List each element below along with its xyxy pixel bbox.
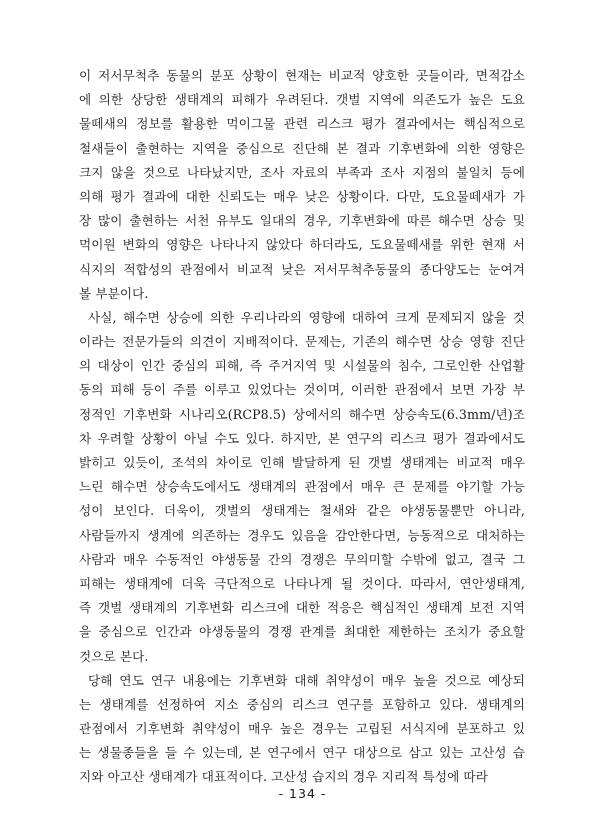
paragraph: [79, 306, 525, 669]
text-line: 것으로 본다.: [79, 648, 149, 664]
text-line: 는 생물종들을 들 수 있는데, 본 연구에서 연구 대상으로 삼고 있는 고산성 습: [79, 745, 525, 761]
text-line: 정적인 기후변화 시나리오(RCP8.5) 상에서의 해수면 상승속도(6.3mm/년)조: [79, 406, 525, 422]
text-line: 느린 해수면 상승속도에서도 생태계의 관점에서 매우 큰 문제를 야기할 가능: [79, 479, 525, 495]
text-line: 철새들이 출현하는 지역을 중심으로 진단해 본 결과 기후변화에 의한 영향은: [79, 140, 525, 156]
paragraph: [79, 64, 525, 306]
text-line: 이 저서무척추 동물의 분포 상황이 현재는 비교적 양호한 곳들이라, 면적감소: [79, 68, 525, 83]
text-line: 의 대상이 인간 중심의 피해, 즉 주거지역 및 시설물의 침수, 그로인한 산업활: [79, 358, 525, 374]
text-line: 식지의 적합성의 관점에서 비교적 낮은 저서무척추동물의 종다양도는 눈여겨: [79, 261, 525, 277]
text-line: 밝히고 있듯이, 조석의 차이로 인해 발달하게 된 갯벌 생태계는 비교적 매우: [79, 455, 525, 470]
text-line: 사실, 해수면 상승에 의한 우리나라의 영향에 대하여 크게 문제되지 않을 것: [88, 309, 525, 325]
text-line: 이라는 전문가들의 의견이 지배적이다. 문제는, 기존의 해수면 상승 영향 진단: [79, 334, 525, 350]
text-line: 먹이원 변화의 영향은 나타나지 않았다 하더라도, 도요물떼새를 위한 현재 서: [79, 237, 525, 253]
text-line: 의해 평가 결과에 대한 신뢰도는 매우 낮은 상황이다. 다만, 도요물떼새가 가: [79, 188, 525, 204]
page-number: - 134 -: [278, 786, 327, 801]
text-line: 볼 부분이다.: [79, 285, 149, 301]
text-line: 장 많이 출현하는 서천 유부도 일대의 경우, 기후변화에 따른 해수면 상승 및: [79, 213, 525, 229]
paragraph: [79, 669, 525, 790]
text-line: 동의 피해 등이 주를 이루고 있었다는 것이며, 이러한 관점에서 보면 가장 부: [79, 382, 525, 398]
text-line: 관점에서 기후변화 취약성이 매우 높은 경우는 고립된 서식지에 분포하고 있: [79, 721, 525, 737]
text-line: 피해는 생태계에 더욱 극단적으로 나타나게 될 것이다. 따라서, 연안생태계,: [79, 575, 525, 591]
text-line: 사람과 매우 수동적인 야생동물 간의 경쟁은 무의미할 수밖에 없고, 결국 그: [79, 551, 525, 567]
text-line: 즉 갯벌 생태계의 기후변화 리스크에 대한 적응은 핵심적인 생태계 보전 지역: [79, 600, 525, 616]
text-line: 당해 연도 연구 내용에는 기후변화 대해 취약성이 매우 높을 것으로 예상되: [88, 672, 525, 688]
text-line: 물떼새의 정보를 활용한 먹이그물 관련 리스크 평가 결과에서는 핵심적으로: [79, 116, 525, 132]
text-line: 성이 보인다. 더욱이, 갯벌의 생태계는 철새와 같은 야생동물뿐만 아니라,: [79, 503, 525, 519]
text-line: 사람들까지 생계에 의존하는 경우도 있음을 감안한다면, 능동적으로 대처하는: [79, 527, 525, 543]
text-line: 지와 아고산 생태계가 대표적이다. 고산성 습지의 경우 지리적 특성에 따라: [79, 769, 488, 785]
text-line: 에 의한 상당한 생태계의 피해가 우려된다. 갯벌 지역에 의존도가 높은 도요: [79, 92, 525, 108]
text-line: 는 생태계를 선정하여 지소 중심의 리스크 연구를 포함하고 있다. 생태계의: [79, 696, 525, 712]
body-text: [79, 64, 525, 790]
text-line: 을 중심으로 인간과 야생동물의 경쟁 관계를 최대한 제한하는 조치가 중요할: [79, 624, 525, 640]
text-line: 차 우려할 상황이 아닐 수도 있다. 하지만, 본 연구의 리스크 평가 결과에서도: [79, 430, 525, 446]
text-line: 크지 않을 것으로 나타났지만, 조사 자료의 부족과 조사 지점의 불일치 등에: [79, 164, 525, 180]
